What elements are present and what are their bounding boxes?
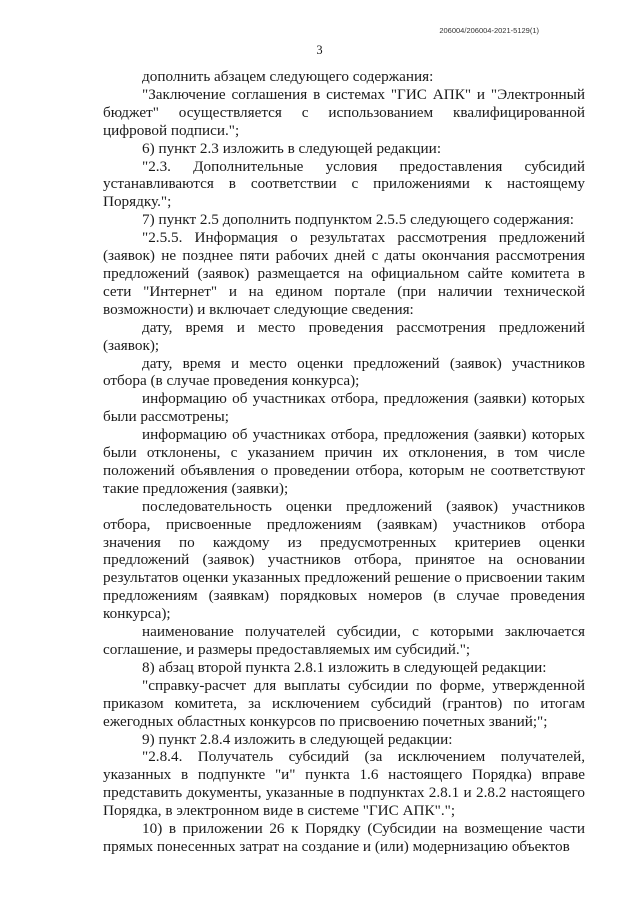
paragraph: 6) пункт 2.3 изложить в следующей редакции:	[142, 139, 442, 157]
paragraph: дату, время и место оценки предложений (заявок) участников отбора (в случае проведения конкурса);	[103, 354, 585, 390]
paragraph: 7) пункт 2.5 дополнить подпунктом 2.5.5 следующего содержания:	[142, 211, 574, 229]
paragraph: "2.5.5. Информация о результатах рассмотрения предложений (заявок) не позднее пяти рабочих дней с даты окончания рассмотрения предложений (заявок) размещается на официальном сайте комитета в сети "Интернет" и на едином портале (при наличии технической возможности) и включает следующие сведения:	[103, 229, 585, 318]
paragraph: дату, время и место проведения рассмотрения предложений (заявок);	[103, 318, 585, 354]
document-body	[103, 68, 585, 856]
paragraph: последовательность оценки предложений (заявок) участников отбора, присвоенные предложениям (заявкам) участников отбора значения по каждому из предусмотренных критериев оценки предложений (заявок) участников отбора, принятое на основании результатов оценки указанных предложений решение о присвоении таким предложениям (заявкам) порядковых номеров (в случае проведения конкурса);	[103, 497, 585, 623]
paragraph: "справку-расчет для выплаты субсидии по форме, утвержденной приказом комитета, за исключением субсидий (грантов) по итогам ежегодных областных конкурсов по присвоению почетных званий;";	[103, 676, 585, 730]
paragraph: наименование получателей субсидии, с которыми заключается соглашение, и размеры предоставляемых им субсидий.";	[103, 623, 585, 658]
paragraph: 8) абзац второй пункта 2.8.1 изложить в следующей редакции:	[142, 658, 547, 676]
paragraph: 9) пункт 2.8.4 изложить в следующей редакции:	[142, 730, 453, 748]
document-id: 206004/206004-2021-5129(1)	[439, 26, 539, 35]
paragraph: "2.8.4. Получатель субсидий (за исключением получателей, указанных в подпункте "и" пункта 1.6 настоящего Порядка) вправе представить документы, указанные в подпунктах 2.8.1 и 2.8.2 настоящего Порядка, в электронном виде в системе "ГИС АПК".";	[103, 748, 585, 820]
paragraph: информацию об участниках отбора, предложения (заявки) которых были рассмотрены;	[103, 390, 585, 426]
paragraph: информацию об участниках отбора, предложения (заявки) которых были отклонены, с указанием причин их отклонения, в том числе положений объявления о проведении отбора, которым не соответствуют такие предложения (заявки);	[103, 426, 585, 497]
paragraph: "2.3. Дополнительные условия предоставления субсидий устанавливаются в соответствии с приложениями к настоящему Порядку.";	[103, 157, 585, 211]
paragraph: 10) в приложении 26 к Порядку (Субсидии на возмещение части прямых понесенных затрат на создание и (или) модернизацию объектов	[103, 820, 585, 855]
paragraph: "Заключение соглашения в системах "ГИС АПК" и "Электронный бюджет" осуществляется с использованием квалифицированной цифровой подписи.";	[103, 85, 585, 139]
paragraph: дополнить абзацем следующего содержания:	[142, 68, 434, 85]
page-number: 3	[316, 43, 323, 57]
